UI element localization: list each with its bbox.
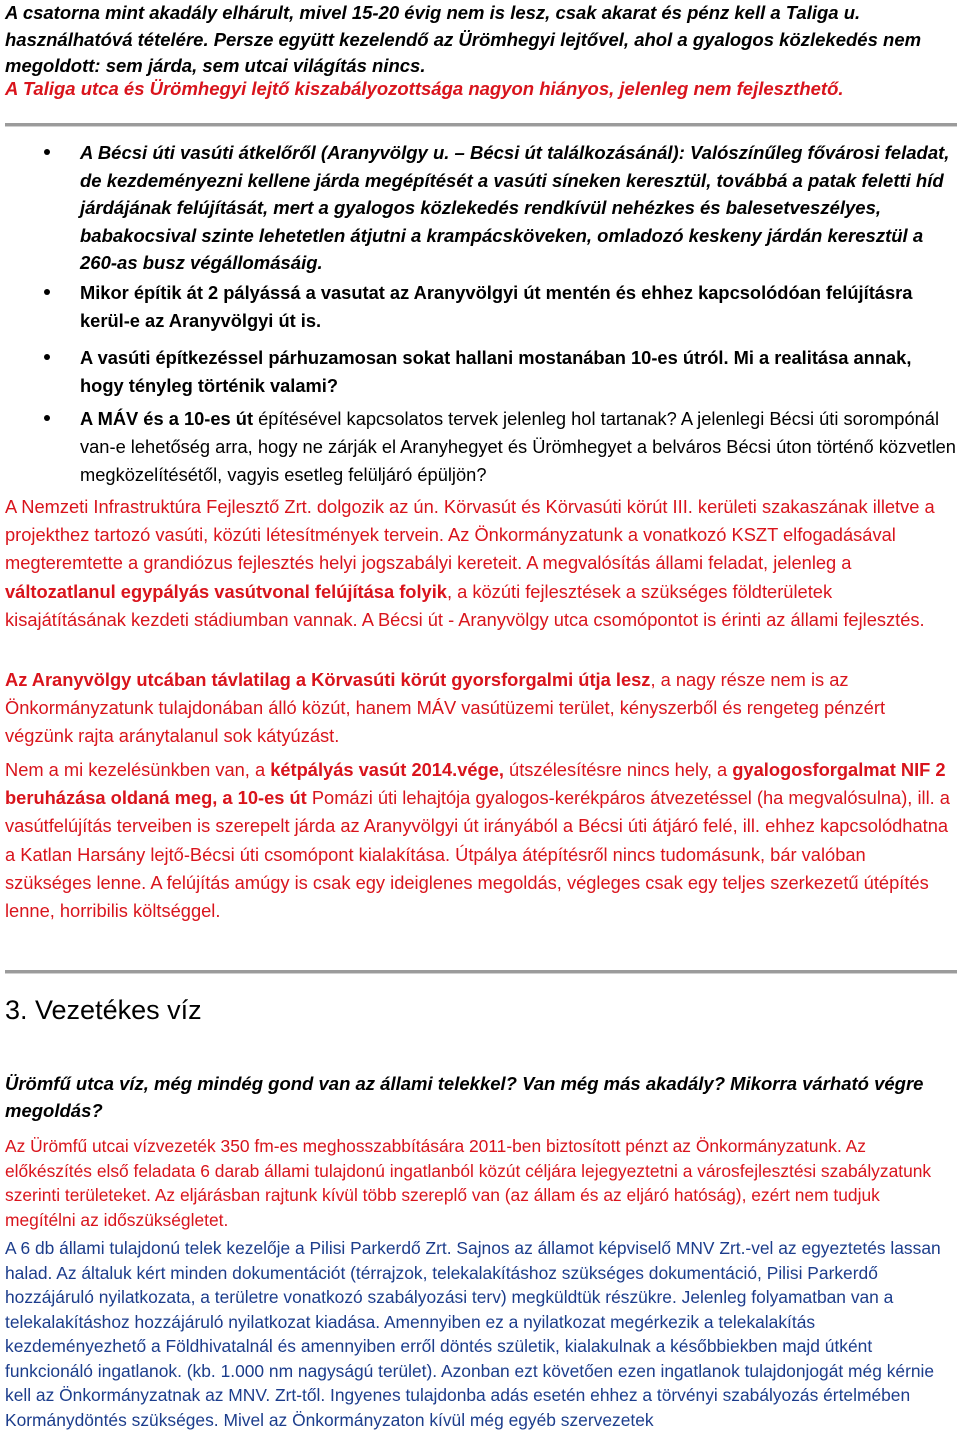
list-item-mav bbox=[80, 405, 960, 490]
water-question: Ürömfű utca víz, még mindég gond van az állami telekkel? Van még más akadály? Mikorra várható végre megoldás? bbox=[5, 1073, 924, 1121]
list-item-crossing bbox=[80, 139, 960, 277]
divider-section bbox=[5, 970, 957, 974]
answer-nif-text: A Nemzeti Infrastruktúra Fejlesztő Zrt. dolgozik az ún. Körvasút és Körvasúti körút III. kerületi szakaszának illetve a projekthez tartozó vasúti, közúti létesítmények tervein. Az Önkormányzatunk a vonatkozó KSZT elfogadásával megteremtette a grandiózus fejlesztés helyi jogszabályi kereteit. A megvalósítás állami feladat, jelenleg a bbox=[5, 496, 935, 574]
divider-top bbox=[5, 123, 957, 127]
water-answer-red: Az Ürömfű utcai vízvezeték 350 fm-es meghosszabbítására 2011-ben biztosított pénzt az Önkormányzatunk. Az előkészítés első feladata 6 darab állami tulajdonú ingatlanból közút céljára lejegyeztetni a városfejlesztési szabályzatunk szerinti területeket. Az eljárásban rajtunk kívül több szereplő van (az állam és az eljáró hatóság), ezért nem tudjuk megítélni az időszükségletet. bbox=[5, 1136, 932, 1230]
bullet-icon bbox=[44, 149, 50, 155]
intro-red-note: A Taliga utca és Ürömhegyi lejtő kiszabályozottsága nagyon hiányos, jelenleg nem fejleszthető. bbox=[5, 78, 844, 99]
answer-railway-text-2: útszélesítésre nincs hely, a bbox=[503, 759, 733, 780]
water-answer-blue: A 6 db állami tulajdonú telek kezelője a Pilisi Parkerdő Zrt. Sajnos az államot képviselő MNV Zrt.-vel az egyeztetés lassan halad. Az általuk kért minden dokumentációt (térrajzok, telekalakításhoz szükséges dokumentáció, Pilisi Parkerdő hozzájáruló nyilatkozata, a területre vonatkozó szabályozási terv) megküldtük részükre. Jelenleg folyamatban van a telekalakításhoz hozzájáruló nyilatkozat kiadása. Amennyiben ez a nyilatkozat megérkezik a telekalakítás kezdeményezhető a Földhivatalnál és amennyiben erről döntés születik, kialakulnak a későbbiekben majd útként funkcionáló ingatlanok. (kb. 1.000 nm nagyságú terület). Azonban ezt követően ezen ingatlanok tulajdonjogát még kérnie kell az Önkormányzatnak az MNV. Zrt-től. Ingyenes tulajdonba adás esetén ehhez a törvényi szabályozás értelmében Kormánydöntés szükséges. Mivel az Önkormányzaton kívül még egyéb szervezetek bbox=[5, 1238, 941, 1430]
bullet-list-crossing bbox=[80, 139, 960, 277]
list-item-railway bbox=[80, 279, 960, 334]
bullet-list-railway bbox=[80, 279, 960, 399]
mav-bold: A MÁV és a 10-es út bbox=[80, 408, 254, 429]
section-heading-water: 3. Vezetékes víz bbox=[5, 995, 202, 1025]
answer-railway-paragraph bbox=[5, 756, 955, 925]
intro-paragraph: A csatorna mint akadály elhárult, mivel 15-20 évig nem is lesz, csak akarat és pénz kell a Taliga u. használhatóvá tételére. Persze együtt kezelendő az Ürömhegyi lejtővel, ahol a gyalogos közlekedés nem megoldott: sem járda, sem utcai világítás nincs. bbox=[5, 2, 922, 76]
crossing-title: A Bécsi úti vasúti átkelőről (Aranyvölgy u. bbox=[80, 142, 450, 163]
mav-text: építésével kapcsolatos tervek jelenleg hol tartanak? A jelenlegi Bécsi úti sorompónál van-e lehetőség arra, hogy ne zárják el Aranyhegyet és Ürömhegyet a belváros Bécsi úton történő közvetlen megközelítésétől, vagyis esetleg felüljáró épüljön? bbox=[80, 408, 956, 486]
answer-aranyvolgy-bold: Az Aranyvölgy utcában távlatilag a Körvasúti körút gyorsforgalmi útja lesz bbox=[5, 669, 651, 690]
answer-nif-bold: változatlanul egypályás vasútvonal felújítása folyik bbox=[5, 580, 447, 602]
bullet-icon bbox=[44, 354, 50, 360]
crossing-text: – Bécsi út találkozásánál): Valószínűleg fővárosi feladat, de kezdeményezni kellene járda megépítését a vasúti síneken keresztül, továbbá a patak feletti híd járdájának felújítását, mert a gyalogos közlekedés rendkívül nehézkes és balesetveszélyes, babakocsival szinte lehetetlen átjutni a krampácsköveken, omladozó keskeny járdán keresztül a 260-as busz végállomásáig. bbox=[80, 142, 950, 273]
bullet-list-mav bbox=[80, 405, 960, 490]
answer-railway-text-3: Pomázi úti lehajtója gyalogos-kerékpáros átvezetéssel (ha megvalósulna), ill. a vasútfelújítás terveiben is szerepelt járda az Aranyvölgyi út irányából a Bécsi úti átjáró felé, ill. ehhez kapcsolódhatna a Katlan Harsány lejtő-Bécsi úti csomópont kialakítása. Útpálya átépítésről nincs tudomásunk, bár valóban szükséges lenne. A felújítás amúgy is csak egy ideiglenes megoldás, végleges csak egy teljes szerkezetű útépítés lenne, horribilis költséggel. bbox=[5, 787, 950, 922]
bullet-icon bbox=[44, 415, 50, 421]
answer-railway-text-1: Nem a mi kezelésünkben van, a bbox=[5, 759, 271, 780]
road10-question: A vasúti építkezéssel párhuzamosan sokat hallani mostanában 10-es útról. Mi a realitása annak, hogy tényleg történik valami? bbox=[80, 347, 912, 396]
answer-railway-bold-2: gyalogosforgalmat NIF 2 beruházása oldaná meg, a 10-es út bbox=[5, 759, 946, 809]
bullet-icon bbox=[44, 289, 50, 295]
list-item-road10 bbox=[80, 344, 960, 399]
answer-nif-paragraph bbox=[5, 493, 955, 634]
answer-nif-text-end: , a közúti fejlesztések a szükséges földterületek kisajátításának kezdeti stádiumban vannak. A Bécsi út - Aranyvölgy utca csomópontot is érinti az állami fejlesztés. bbox=[5, 580, 925, 630]
railway-question: Mikor építik át 2 pályássá a vasutat az Aranyvölgyi út mentén és ehhez kapcsolódóan felújításra kerül-e az Aranyvölgyi út is. bbox=[80, 282, 913, 331]
answer-railway-bold-1: kétpályás vasút 2014.vége, bbox=[270, 759, 504, 780]
answer-aranyvolgy-text: , a nagy része nem is az Önkormányzatunk tulajdonában álló közút, hanem MÁV vasútüzemi terület, kényszerből és rengeteg pénzért végzünk rajta aránytalanul sok kátyúzást. bbox=[5, 669, 886, 747]
answer-aranyvolgy-paragraph bbox=[5, 666, 955, 751]
